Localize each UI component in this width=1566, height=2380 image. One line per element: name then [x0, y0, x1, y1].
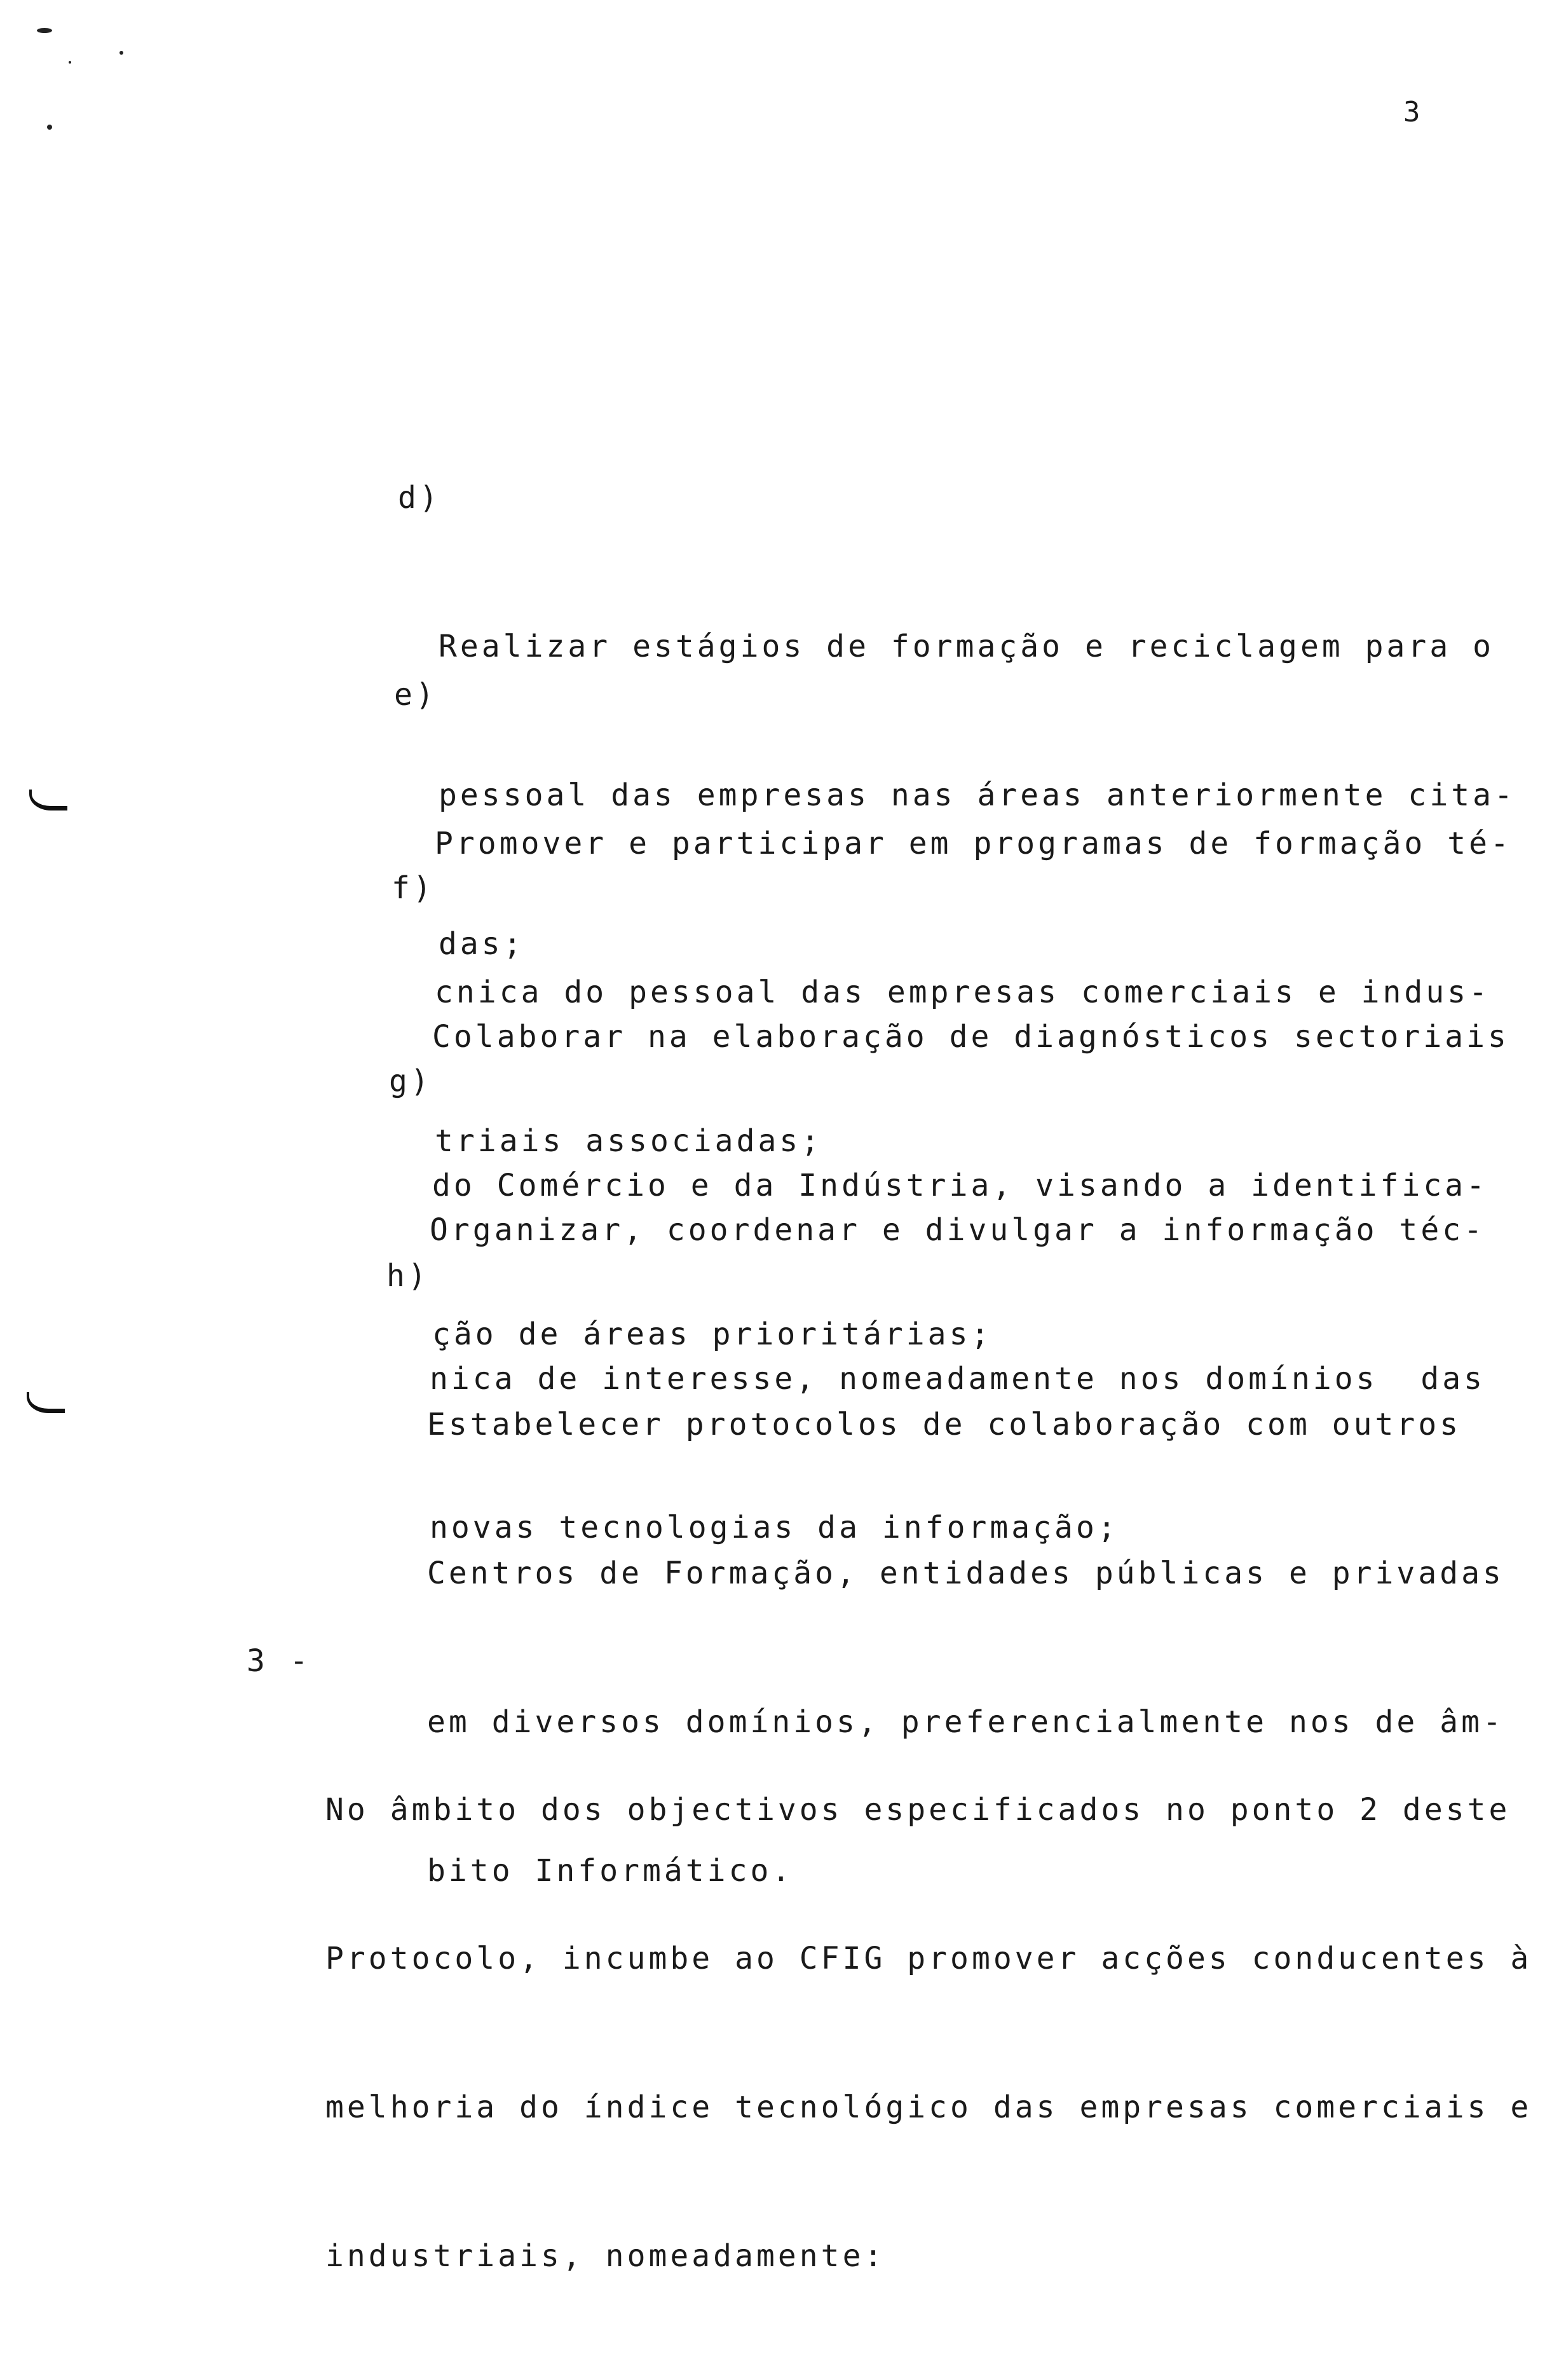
- text-line: em diversos domínios, preferencialmente nos de âm-: [427, 1704, 1504, 1740]
- scan-mark: [37, 28, 52, 33]
- list-marker: d): [398, 480, 441, 516]
- list-marker: f): [392, 870, 435, 906]
- text-line: nica de interesse, nomeadamente nos domínios das: [430, 1361, 1486, 1397]
- text-line: Colaborar na elaboração de diagnósticos sectoriais: [432, 1019, 1509, 1055]
- list-marker: g): [389, 1063, 432, 1099]
- scan-mark: [47, 125, 52, 130]
- text-line: do Comércio e da Indústria, visando a identifica-: [432, 1168, 1488, 1203]
- text-line: No âmbito dos objectivos especificados no ponto 2 deste: [325, 1792, 1511, 1828]
- page-number: 3: [1403, 96, 1420, 128]
- text-line: novas tecnologias da informação;: [430, 1510, 1119, 1545]
- text-line: industriais, nomeadamente:: [325, 2238, 886, 2274]
- list-marker: e): [394, 677, 437, 713]
- text-line: cnica do pessoal das empresas comerciais e indus-: [435, 975, 1491, 1010]
- text-line: pessoal das empresas nas áreas anteriormente cita-: [439, 777, 1516, 813]
- scan-mark: [69, 61, 71, 64]
- text-line: bito Informático.: [427, 1853, 794, 1889]
- list-marker: 3 -: [247, 1643, 311, 1679]
- text-line: triais associadas;: [435, 1123, 823, 1159]
- binding-hole-mark: [27, 1392, 65, 1413]
- text-line: Centros de Formação, entidades públicas e privadas: [427, 1556, 1504, 1591]
- scan-mark: [119, 51, 123, 55]
- text-line: das;: [439, 926, 525, 962]
- text-line: Protocolo, incumbe ao CFIG promover acções conducentes à: [325, 1941, 1532, 1976]
- text-line: Organizar, coordenar e divulgar a informação téc-: [430, 1212, 1486, 1248]
- text-line: ção de áreas prioritárias;: [432, 1317, 993, 1352]
- binding-hole-mark: [29, 790, 67, 810]
- list-marker: h): [386, 1258, 430, 1294]
- numbered-paragraph-3: [247, 1636, 1532, 2380]
- text-line: melhoria do índice tecnológico das empresas comerciais e: [325, 2089, 1532, 2125]
- text-line: Promover e participar em programas de formação té-: [435, 826, 1512, 861]
- text-line: Realizar estágios de formação e reciclagem para o: [439, 629, 1495, 664]
- text-line: Estabelecer protocolos de colaboração com outros: [427, 1407, 1462, 1442]
